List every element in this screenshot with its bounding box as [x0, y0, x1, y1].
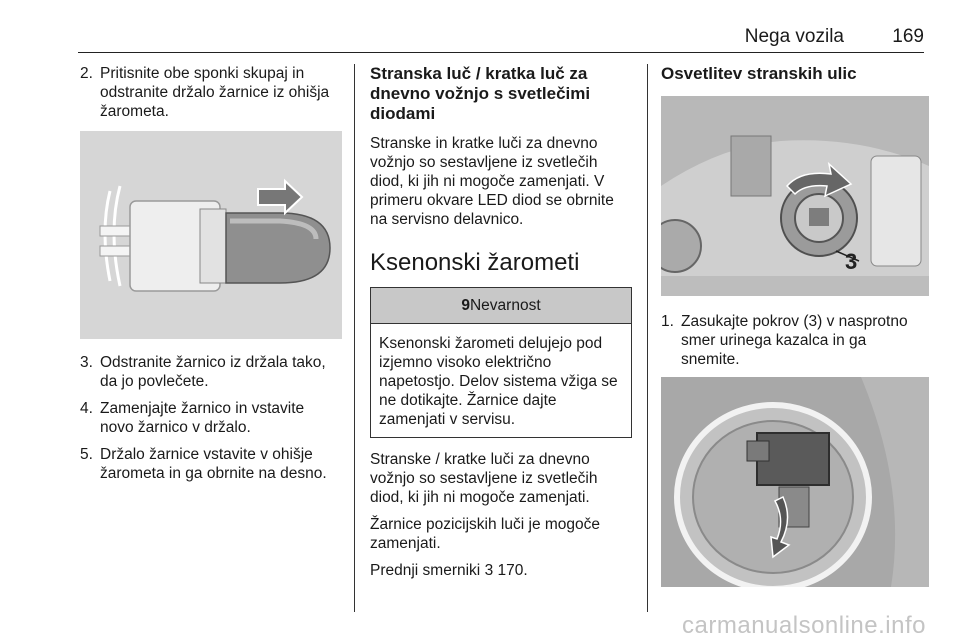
- step-text: Odstranite žarnico iz držala tako, da jo povlečete.: [100, 354, 326, 390]
- xref-text: Prednji smerniki: [370, 562, 481, 579]
- step-item: [80, 445, 342, 483]
- step-text: Zasukajte pokrov (3) v nasprotno smer urinega kazalca in ga snemite.: [681, 313, 908, 368]
- column-divider-2: [647, 64, 648, 612]
- bulb-holder-drawing: [80, 131, 342, 339]
- step-item: [80, 353, 342, 391]
- paragraph: Stranske in kratke luči za dnevno vožnjo so sestavljene iz svetlečih diod, ki jih ni mogoče zamenjati. V primeru okvare LED diod se obrnite na servisno delavnico.: [370, 135, 614, 228]
- step-number: 4.: [80, 400, 93, 417]
- engine-bay-illustration: [661, 96, 929, 296]
- step-number: 2.: [80, 65, 93, 82]
- bulb-holder-illustration: [80, 131, 342, 339]
- step-item: [80, 399, 342, 437]
- warning-symbol: 9: [461, 297, 470, 314]
- watermark: carmanualsonline.info: [682, 612, 926, 639]
- danger-box-header: [371, 288, 631, 324]
- step-number: 3.: [80, 354, 93, 371]
- column-1: [80, 64, 342, 491]
- section-heading: Stranska luč / kratka luč za dnevno vožnjo s svetlečimi diodami: [370, 64, 591, 123]
- headlamp-cover-drawing: [661, 377, 929, 587]
- paragraph: Žarnice pozicijskih luči je mogoče zamenjati.: [370, 516, 601, 552]
- step-number: 1.: [661, 313, 674, 330]
- xref-page: 170.: [497, 562, 528, 579]
- page-header: [78, 22, 924, 53]
- page-number: 169: [892, 26, 924, 47]
- engine-bay-drawing: [661, 96, 929, 296]
- step-text: Zamenjajte žarnico in vstavite novo žarnico v držalo.: [100, 400, 305, 436]
- danger-box: [370, 287, 632, 438]
- column-3: [661, 64, 929, 587]
- danger-text: Ksenonski žarometi delujejo pod izjemno visoko električno napetostjo. Delov sistema vžiga se ne dotikajte. Žarnice dajte zamenjati v servisu.: [379, 335, 618, 428]
- step-item: [661, 312, 929, 369]
- column-2: [370, 64, 632, 588]
- headlamp-cover-illustration: [661, 377, 929, 587]
- paragraph: Stranske / kratke luči za dnevno vožnjo so sestavljene iz svetlečih diod, ki jih ni mogoče zamenjati.: [370, 451, 598, 506]
- section-heading-large: Ksenonski žarometi: [370, 249, 580, 276]
- column-divider-1: [354, 64, 355, 612]
- step-item: [80, 64, 342, 121]
- step-text: Pritisnite obe sponki skupaj in odstranite držalo žarnice iz ohišja žarometa.: [100, 65, 330, 120]
- danger-title: Nevarnost: [469, 297, 541, 314]
- xref-arrow: 3: [484, 562, 494, 579]
- cross-reference[interactable]: [370, 561, 632, 580]
- step-number: 5.: [80, 446, 93, 463]
- section-title: Nega vozila: [744, 26, 844, 47]
- step-text: Držalo žarnice vstavite v ohišje žarometa in ga obrnite na desno.: [100, 446, 327, 482]
- section-heading: Osvetlitev stranskih ulic: [661, 64, 857, 83]
- figure-callout-label: 3: [845, 249, 858, 274]
